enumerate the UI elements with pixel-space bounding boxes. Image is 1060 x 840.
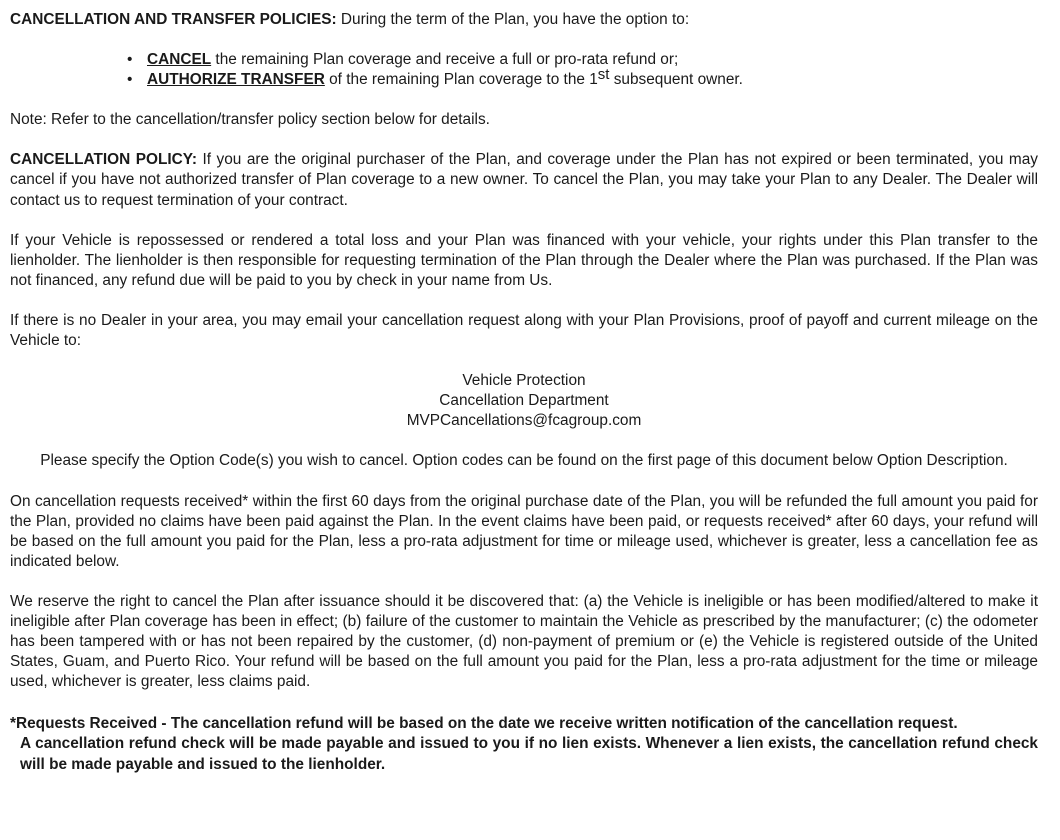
policy-document (10, 10, 1038, 775)
ordinal-superscript: st (597, 66, 610, 84)
option-transfer-text-end: subsequent owner. (609, 71, 743, 89)
option-transfer-keyword: AUTHORIZE TRANSFER (147, 71, 325, 89)
note-paragraph: Note: Refer to the cancellation/transfer policy section below for details. (10, 111, 490, 129)
footnote-line-1: *Requests Received - The cancellation refund will be based on the date we receive written notification of the cancellation request. (10, 715, 958, 733)
cancellation-policy-text: If you are the original purchaser of the Plan, and coverage under the Plan has not expired or been terminated, you may cancel if you have not authorized transfer of Plan coverage to a new owner. To cancel the Plan, you may take your Plan to any Dealer. The Dealer will contact us to request termination of your contract. (10, 151, 1038, 209)
option-cancel-text: the remaining Plan coverage and receive a full or pro-rata refund or; (211, 51, 679, 69)
refund-paragraph: On cancellation requests received* within the first 60 days from the original purchase date of the Plan, you will be refunded the full amount you paid for the Plan, provided no claims have been paid against the Plan. In the event claims have been paid, or requests received* after 60 days, your refund will be based on the full amount you paid for the Plan, less a pro-rata adjustment for time or mileage used, whichever is greater, less a cancellation fee as indicated below. (10, 492, 1038, 570)
intro-paragraph (10, 10, 1038, 30)
intro-text: During the term of the Plan, you have the option to: (336, 11, 690, 28)
bullet-icon: • (127, 51, 133, 69)
option-transfer (10, 66, 1038, 90)
intro-heading: CANCELLATION AND TRANSFER POLICIES: (10, 11, 337, 28)
option-cancel (10, 50, 1038, 70)
bullet-icon: • (127, 71, 133, 89)
option-code-paragraph: Please specify the Option Code(s) you wish to cancel. Option codes can be found on the first page of this document below Option Description. (40, 452, 1008, 470)
no-dealer-paragraph: If there is no Dealer in your area, you may email your cancellation request along with your Plan Provisions, proof of payoff and current mileage on the Vehicle to: (10, 311, 1038, 350)
option-list (10, 50, 1038, 90)
reserve-right-paragraph: We reserve the right to cancel the Plan after issuance should it be discovered that: (a) the Vehicle is ineligible or has been modified/altered to make it ineligible after Plan coverage has been in effect; (b) failure of the customer to maintain the Vehicle as prescribed by the manufacturer; (c) the odometer has been tampered with or has not been repaired by the customer, (d) non-payment of premium or (e) the Vehicle is registered outside of the United States, Guam, and Puerto Rico. Your refund will be based on the full amount you paid for the Plan, less a pro-rata adjustment for the time or mileage used, whichever is greater, less claims paid. (10, 592, 1038, 691)
cancellation-policy-heading: CANCELLATION POLICY: (10, 151, 198, 169)
requests-received-footnote (10, 714, 1038, 774)
contact-block (10, 371, 1038, 431)
option-cancel-keyword: CANCEL (147, 51, 212, 69)
contact-line-1: Vehicle Protection (462, 372, 586, 390)
footnote-line-2: A cancellation refund check will be made payable and issued to you if no lien exists. Whenever a lien exists, the cancellation refund check will be made payable and issued to the lienholder. (20, 735, 1038, 773)
contact-email: MVPCancellations@fcagroup.com (406, 412, 642, 430)
repossession-paragraph: If your Vehicle is repossessed or rendered a total loss and your Plan was financed with your vehicle, your rights under this Plan transfer to the lienholder. The lienholder is then responsible for requesting termination of the Plan through the Dealer where the Plan was purchased. If the Plan was not financed, any refund due will be paid to you by check in your name from Us. (10, 231, 1038, 289)
option-transfer-text: of the remaining Plan coverage to the 1 (324, 71, 598, 89)
contact-line-2: Cancellation Department (439, 392, 609, 410)
cancellation-policy-paragraph (10, 150, 1038, 210)
